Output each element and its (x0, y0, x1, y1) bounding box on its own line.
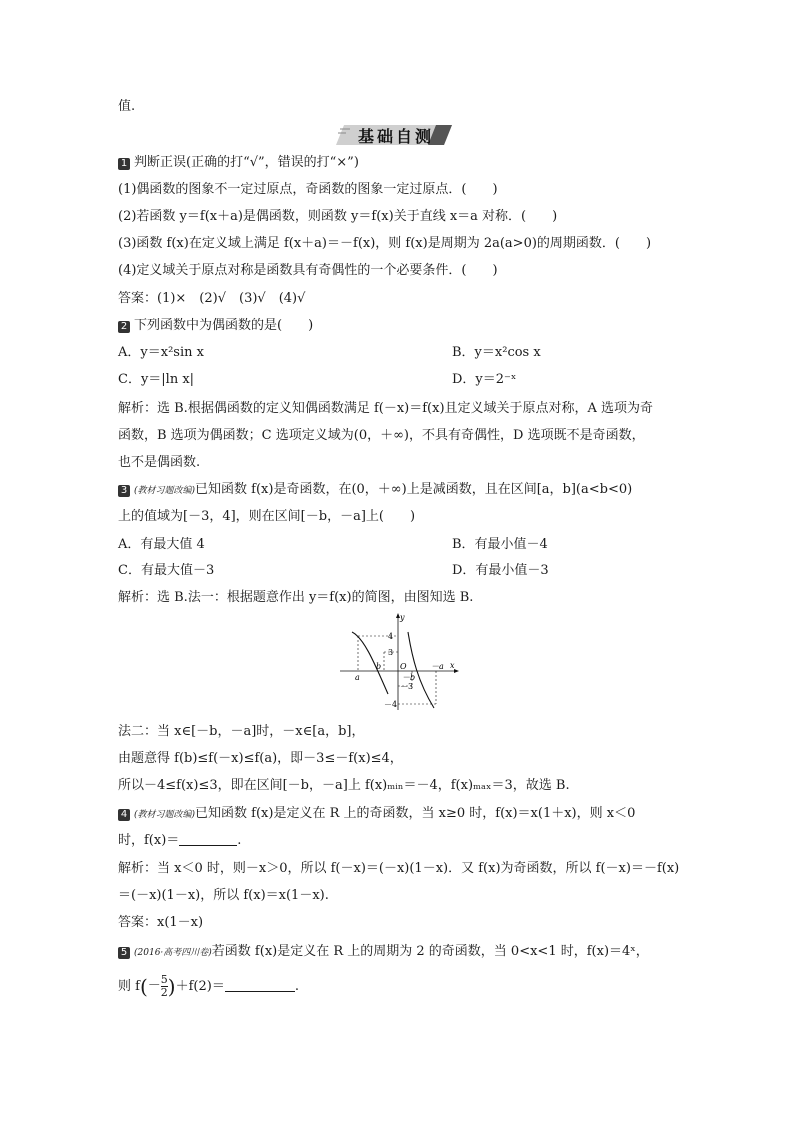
label-3: 3 (388, 648, 394, 657)
q3-analysis-1: 解析：选 B.法一：根据题意作出 y＝f(x)的简图，由图知选 B. (118, 590, 474, 605)
q4-answer-blank[interactable] (179, 833, 237, 846)
q2-option-c: C．y＝|ln x| (118, 372, 195, 387)
q5-fraction-denominator: 2 (160, 986, 168, 999)
label-minus-a: －a (431, 662, 444, 671)
left-curve (352, 632, 388, 694)
label-origin: O (400, 662, 407, 671)
q5-stem-line-2: 则 $f(-\frac{5}{2}$ )＋f(2)＝ . (118, 973, 299, 999)
q3-stem-line-1 (118, 482, 632, 499)
q3-method2-2: 由题意得 f(b)≤f(－x)≤f(a)，即－3≤－f(x)≤4， (118, 751, 403, 766)
q2-number-badge: 2 (118, 321, 130, 333)
q3-method2-1: 法二：当 x∈[－b，－a]时，－x∈[a，b]， (118, 724, 365, 739)
q2-stem-line (118, 318, 313, 334)
x-axis-arrow (454, 669, 459, 673)
q2-analysis-2: 函数，B 选项为偶函数；C 选项定义域为(0，＋∞)，不具有奇偶性，D 选项既不是奇函数， (118, 428, 645, 443)
q4-stem-2-suffix: . (237, 833, 242, 848)
q4-number-badge: 4 (118, 809, 130, 821)
q3-option-c: C．有最大值－3 (118, 563, 215, 578)
q3-method2-3: 所以－4≤f(x)≤3，即在区间[－b，－a]上 f(x)ₘᵢₙ＝－4，f(x)ₘₐₓ＝3，故选 B. (118, 778, 570, 793)
q5-stem-1: 若函数 f(x)是定义在 R 上的周期为 2 的奇函数，当 0<x<1 时，f(x)＝4ˣ， (211, 944, 649, 959)
q2-analysis-1: 解析：选 B.根据偶函数的定义知偶函数满足 f(－x)＝f(x)且定义域关于原点对称，A 选项为奇 (118, 401, 654, 416)
q5-stem-2-mid: ＋f(2)＝ (175, 979, 225, 994)
q5-source: (2016·高考四川卷) (134, 948, 212, 958)
q3-option-a: A．有最大值 4 (118, 537, 205, 552)
q5-stem-line-1 (118, 944, 649, 961)
q3-stem-1: 已知函数 f(x)是奇函数，在(0，＋∞)上是减函数，且在区间[a，b](a<b<0) (195, 482, 633, 497)
label-b: b (376, 662, 382, 671)
q2-stem: 下列函数中为偶函数的是( ) (134, 318, 314, 333)
q1-item-2: (2)若函数 y＝f(x＋a)是偶函数，则函数 y＝f(x)关于直线 x＝a 对称．( ) (118, 209, 558, 224)
q4-analysis-1: 解析：当 x＜0 时，则－x＞0，所以 f(－x)＝(－x)(1－x)．又 f(x)为奇函数，所以 f(－x)＝－f(x) (118, 861, 680, 876)
q4-stem-1: 已知函数 f(x)是定义在 R 上的奇函数，当 x≥0 时，f(x)＝x(1＋x)，则 x＜0 (195, 806, 636, 821)
q1-item-3: (3)函数 f(x)在定义域上满足 f(x＋a)＝－f(x)，则 f(x)是周期为 2a(a>0)的周期函数．( ) (118, 236, 652, 251)
q1-item-4: (4)定义域关于原点对称是函数具有奇偶性的一个必要条件．( ) (118, 263, 498, 278)
q1-stem: 判断正误(正确的打“√”，错误的打“×”) (134, 155, 359, 170)
q4-stem-line-1 (118, 806, 635, 823)
label-minus-3: －3 (400, 682, 414, 691)
q3-option-b: B．有最小值－4 (452, 537, 548, 552)
label-minus-4: －4 (384, 700, 398, 709)
q3-option-d: D．有最小值－3 (452, 563, 549, 578)
q2-option-b: B．y＝x²cos x (452, 345, 541, 360)
q2-option-d: D．y＝2⁻ˣ (452, 372, 517, 387)
label-a: a (355, 673, 360, 682)
q1-number-badge: 1 (118, 158, 130, 170)
q5-right-paren: ) (167, 974, 176, 999)
q2-analysis-3: 也不是偶函数. (118, 455, 201, 470)
section-banner (336, 121, 454, 147)
q4-answer: 答案：x(1－x) (118, 915, 204, 930)
q3-stem-2: 上的值域为[－3，4]，则在区间[－b，－a]上( ) (118, 509, 416, 524)
q3-function-graph (338, 612, 460, 716)
q5-fraction-numerator: 5 (160, 973, 168, 986)
q5-stem-2-suffix: . (294, 979, 299, 994)
q1-stem-line (118, 155, 359, 171)
label-4: 4 (388, 632, 394, 641)
q4-stem-line-2 (118, 833, 241, 849)
label-minus-b: －b (402, 673, 416, 682)
q5-stem-2-prefix: 则 f (118, 979, 140, 994)
intro-text: 值. (118, 99, 136, 114)
q1-item-1: (1)偶函数的图象不一定过原点，奇函数的图象一定过原点．( ) (118, 182, 498, 197)
q4-analysis-2: ＝(－x)(1－x)，所以 f(x)＝x(1－x). (118, 888, 329, 903)
q5-fraction (161, 974, 168, 999)
q2-option-a: A．y＝x²sin x (118, 345, 204, 360)
q5-answer-blank[interactable] (225, 979, 295, 992)
q5-left-paren: ( (139, 974, 148, 999)
q3-source: (教材习题改编) (134, 486, 196, 496)
q5-number-badge: 5 (118, 947, 130, 959)
q1-answer: 答案：(1)× (2)√ (3)√ (4)√ (118, 291, 306, 306)
banner-title: 基础自测 (358, 127, 435, 146)
q4-source: (教材习题改编) (134, 810, 196, 820)
label-x: x (450, 661, 455, 670)
q3-number-badge: 3 (118, 485, 130, 497)
label-y: y (400, 613, 405, 622)
q4-stem-2-prefix: 时，f(x)＝ (118, 833, 180, 848)
